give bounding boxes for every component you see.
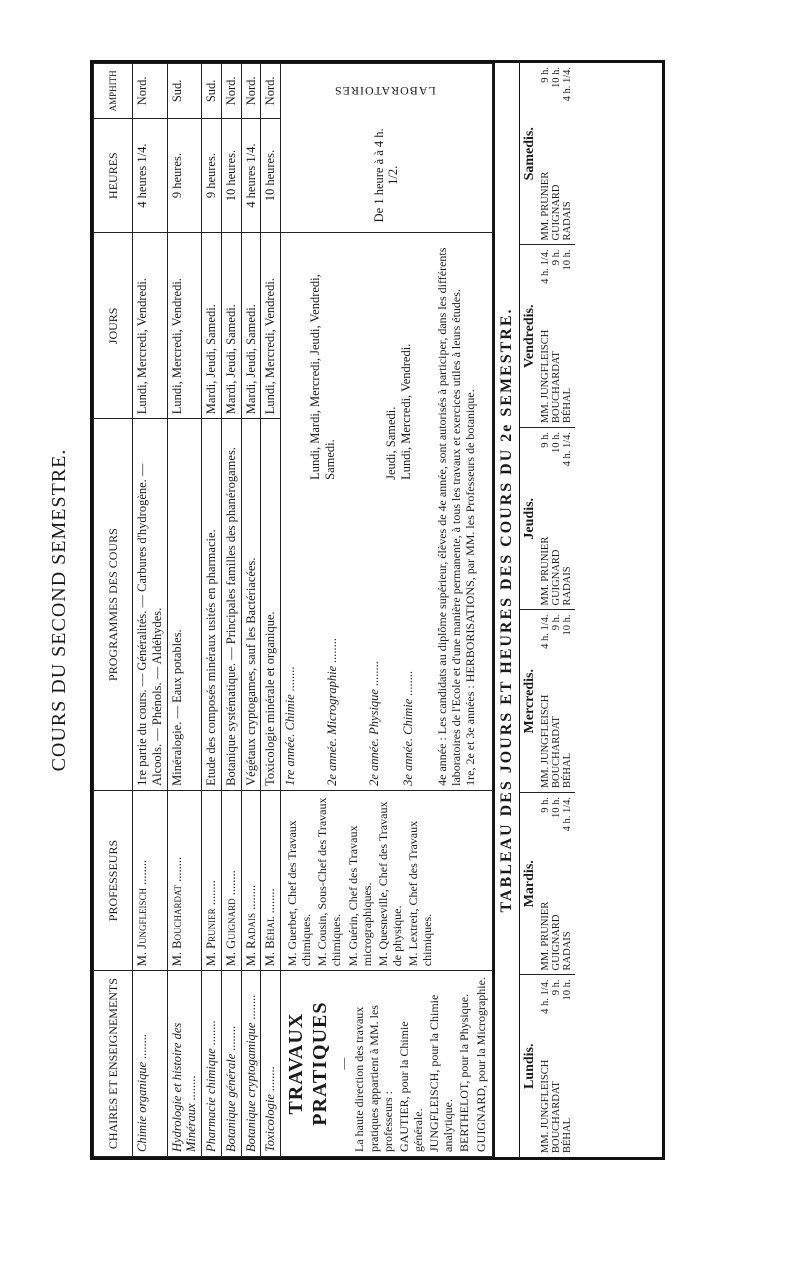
slot-prof: BOUCHARDAT [550, 716, 562, 788]
header-jours: JOURS [94, 233, 133, 419]
schedule-day [520, 975, 575, 1158]
amphi-cell: Nord. [261, 64, 281, 119]
slot-prof: GUIGNARD [550, 184, 562, 241]
slot-prof: MM. PRUNIER [539, 171, 551, 241]
travaux-directors-cell [281, 971, 493, 1157]
slot-hour: 9 h. [550, 979, 562, 996]
heures-cell: 10 heures. [261, 118, 281, 233]
table-row [261, 64, 281, 1157]
amphi-cell: Sud. [167, 64, 202, 119]
table-row [202, 64, 222, 1157]
slot-hour: 4 h. 1/4. [561, 432, 573, 467]
programme-cell: Etude des composés minéraux usités en pharmacie. [202, 419, 222, 791]
header-amphi: AMPHITH [94, 64, 133, 119]
header-chaires: CHAIRES ET ENSEIGNEMENTS [94, 971, 133, 1157]
course-table [93, 63, 493, 1157]
day-slot [540, 615, 551, 789]
prof-cell: M. Prunier ..... [202, 790, 222, 970]
slot-hour: 4 h. 1/4. [539, 249, 551, 284]
slot-hour: 10 h. [561, 614, 573, 636]
day-slot [551, 980, 562, 1154]
programme-cell: Minéralogie. — Eaux potables. [167, 419, 202, 791]
amphi-cell: Sud. [202, 64, 222, 119]
slot-prof: BÉHAL [561, 1118, 573, 1153]
day-slot [562, 797, 573, 971]
slot-hour: 4 h. 1/4. [561, 797, 573, 832]
chaire-cell: Toxicologie ..... [261, 971, 281, 1157]
programme-cell: Botanique systématique. — Principales familles des phanérogames. [221, 419, 241, 791]
slot-hour: 4 h. 1/4. [539, 614, 551, 649]
slot-prof: RADAIS [561, 201, 573, 241]
travaux-note-herborisations: 1re, 2e et 3e années : HERBORISATIONS, par MM. les Professeurs de botanique. [463, 389, 478, 786]
prof-cell: M. Bouchardat ..... [167, 790, 202, 970]
travaux-annees-cell [281, 233, 493, 790]
annee-jours: Lundi, Mercredi, Vendredi. [399, 343, 413, 480]
slot-prof: MM. JUNGFLEISCH [539, 1059, 551, 1153]
travaux-row [281, 64, 493, 1157]
day-slot [551, 432, 562, 606]
day-slot [540, 432, 551, 606]
slot-prof: MM. PRUNIER [539, 536, 551, 606]
programme-cell: 1re partie du cours. — Généralités. — Carbures d'hydrogène. — Alcools. — Phénols. — Aldéhydes. [133, 419, 168, 791]
day-slot [562, 250, 573, 424]
travaux-heures: De 1 heure à à 4 h. 1/2. [371, 128, 401, 223]
annee-label: 2e année. Micrographie ..... [323, 484, 365, 790]
day-name: Lundis. [521, 1043, 537, 1090]
prof-cell: M. Béhal ..... [261, 790, 281, 970]
annees-table [281, 233, 479, 789]
jours-cell: Lundi, Mercredi, Vendredi. [133, 233, 168, 419]
table-row [167, 64, 202, 1157]
slot-hour: 9 h. [550, 614, 562, 631]
annee-jours-group [365, 233, 433, 483]
slot-hour: 10 h. [550, 432, 562, 453]
travaux-director: GAUTIER, pour la Chimie générale. [396, 1021, 425, 1152]
header-professeurs: PROFESSEURS [94, 790, 133, 970]
travaux-chef: M. Cousin, Sous-Chef des Travaux chimiques. [315, 797, 344, 967]
slot-prof: BOUCHARDAT [550, 1081, 562, 1153]
schedule-day [520, 63, 575, 245]
amphi-cell: Nord. [133, 64, 168, 119]
table-row [133, 64, 168, 1157]
travaux-lieu-cell [281, 64, 493, 119]
travaux-director: GUIGNARD, pour la Micrographie. [473, 977, 488, 1152]
day-slot [540, 797, 551, 971]
annee-note-row [433, 233, 479, 789]
annee-label: 1re année. Chimie ..... [281, 484, 323, 790]
travaux-dash: — [336, 1057, 351, 1070]
prof-cell: M. Jungfleisch ..... [133, 790, 168, 970]
slot-hour: 10 h. [561, 979, 573, 1001]
travaux-chef: M. Lextreit, Chef des Travaux chimiques. [406, 820, 435, 967]
day-name: Jeudis. [521, 497, 537, 540]
travaux-note-4e: 4e année : Les candidats au diplôme supérieur, élèves de 4e année, sont autorisés à participer, dans les différents laboratoires de l'Ecole et d'une manière permanente, à tous les travaux et exercices utiles à leurs études. [435, 247, 464, 786]
heures-cell: 4 heures 1/4. [133, 118, 168, 233]
day-slot [551, 250, 562, 424]
slot-hour: 9 h. [539, 432, 551, 448]
slot-prof: GUIGNARD [550, 549, 562, 606]
header-heures: HEURES [94, 118, 133, 233]
annee-jours: Lundi, Mardi, Mercredi, Jeudi, Vendredi, Samedi. [308, 274, 337, 480]
travaux-title: TRAVAUX PRATIQUES [285, 1001, 331, 1126]
day-slot [540, 250, 551, 424]
day-slot [551, 797, 562, 971]
day-slot [551, 67, 562, 241]
annee-notes [433, 233, 479, 789]
annee-jours: Jeudi, Samedi. [384, 406, 399, 480]
slot-prof: MM. JUNGFLEISCH [539, 329, 551, 423]
heures-cell: 9 heures. [202, 118, 222, 233]
chaire-cell: Pharmacie chimique ..... [202, 971, 222, 1157]
schedule-day [520, 610, 575, 793]
slot-hour: 10 h. [550, 797, 562, 818]
annee-label: 3e année. Chimie ..... [399, 484, 433, 790]
travaux-lieu: LABORATOIRES [333, 84, 436, 99]
slot-hour: 4 h. 1/4. [539, 979, 551, 1014]
day-slot [562, 615, 573, 789]
heures-cell: 9 heures. [167, 118, 202, 233]
table-row [241, 64, 261, 1157]
amphi-cell: Nord. [241, 64, 261, 119]
day-slot [562, 980, 573, 1154]
slot-prof: RADAIS [561, 566, 573, 606]
day-slot [562, 432, 573, 606]
annee-row [281, 233, 323, 789]
travaux-chef: M. Guérin, Chef des Travaux micrographiques. [345, 825, 374, 967]
jours-cell: Mardi, Jeudi, Samedi. [241, 233, 261, 419]
chaire-cell: Botanique cryptogamique ..... [241, 971, 261, 1157]
day-name: Vendredis. [521, 304, 537, 368]
travaux-chefs-cell [281, 790, 493, 970]
programme-cell: Végétaux cryptogames, sauf les Bactériacées. [241, 419, 261, 791]
prof-cell: M. Radais ..... [241, 790, 261, 970]
chaire-cell: Chimie organique ..... [133, 971, 168, 1157]
slot-hour: 10 h. [561, 249, 573, 271]
slot-hour: 9 h. [539, 67, 551, 83]
travaux-heures-cell [281, 118, 493, 233]
travaux-chef: M. Guerbet, Chef des Travaux chimiques. [285, 820, 314, 967]
course-sheet [90, 60, 665, 1160]
annee-label: 2e année. Physique ..... [365, 484, 399, 790]
day-name: Mardis. [521, 860, 537, 908]
jours-cell: Mardi, Jeudi, Samedi. [221, 233, 241, 419]
slot-prof: BOUCHARDAT [550, 351, 562, 423]
programme-cell: Toxicologie minérale et organique. [261, 419, 281, 791]
travaux-director: BERTHELOT, pour la Physique. [457, 993, 472, 1152]
day-slot [562, 67, 573, 241]
schedule-title: TABLEAU DES JOURS ET HEURES DES COURS DU 2e SEMESTRE. [493, 63, 520, 1157]
day-slot [540, 67, 551, 241]
chaire-cell: Botanique générale ..... [221, 971, 241, 1157]
annee-row [365, 233, 399, 789]
slot-prof: GUIGNARD [550, 914, 562, 971]
day-name: Samedis. [521, 127, 537, 181]
header-programmes: PROGRAMMES DES COURS [94, 419, 133, 791]
schedule-day [520, 427, 575, 610]
heures-cell: 10 heures. [221, 118, 241, 233]
slot-hour: 9 h. [539, 797, 551, 813]
amphi-cell: Nord. [221, 64, 241, 119]
page-title-text: COURS DU SECOND SEMESTRE. [48, 448, 70, 772]
schedule-day [520, 245, 575, 428]
slot-prof: MM. PRUNIER [539, 901, 551, 971]
travaux-chef: M. Quesneville, Chef des Travaux de physique. [375, 801, 405, 967]
jours-cell: Lundi, Mercredi, Vendredi. [167, 233, 202, 419]
day-name: Mercredis. [521, 669, 537, 734]
slot-hour: 4 h. 1/4. [561, 67, 573, 102]
schedule-day [520, 792, 575, 975]
day-slot [551, 615, 562, 789]
slot-prof: BÉHAL [561, 388, 573, 423]
slot-hour: 9 h. [550, 249, 562, 266]
slot-prof: RADAIS [561, 931, 573, 971]
table-header-row [94, 64, 133, 1157]
travaux-director: JUNGFLEISCH, pour la Chimie analytique. [427, 994, 456, 1152]
schedule-grid [520, 63, 575, 1157]
heures-cell: 4 heures 1/4. [241, 118, 261, 233]
chaire-cell: Hydrologie et histoire des Minéraux ..... [167, 971, 202, 1157]
prof-cell: M. Guignard ..... [221, 790, 241, 970]
jours-cell: Mardi, Jeudi, Samedi. [202, 233, 222, 419]
table-row [221, 64, 241, 1157]
page-title [48, 448, 78, 840]
travaux-intro: La haute direction des travaux pratiques appartient à MM. les professeurs : [352, 1005, 395, 1152]
slot-hour: 10 h. [550, 67, 562, 88]
slot-prof: BÉHAL [561, 753, 573, 788]
day-slot [540, 980, 551, 1154]
slot-prof: MM. JUNGFLEISCH [539, 694, 551, 788]
jours-cell: Lundi, Mercredi, Vendredi. [261, 233, 281, 419]
